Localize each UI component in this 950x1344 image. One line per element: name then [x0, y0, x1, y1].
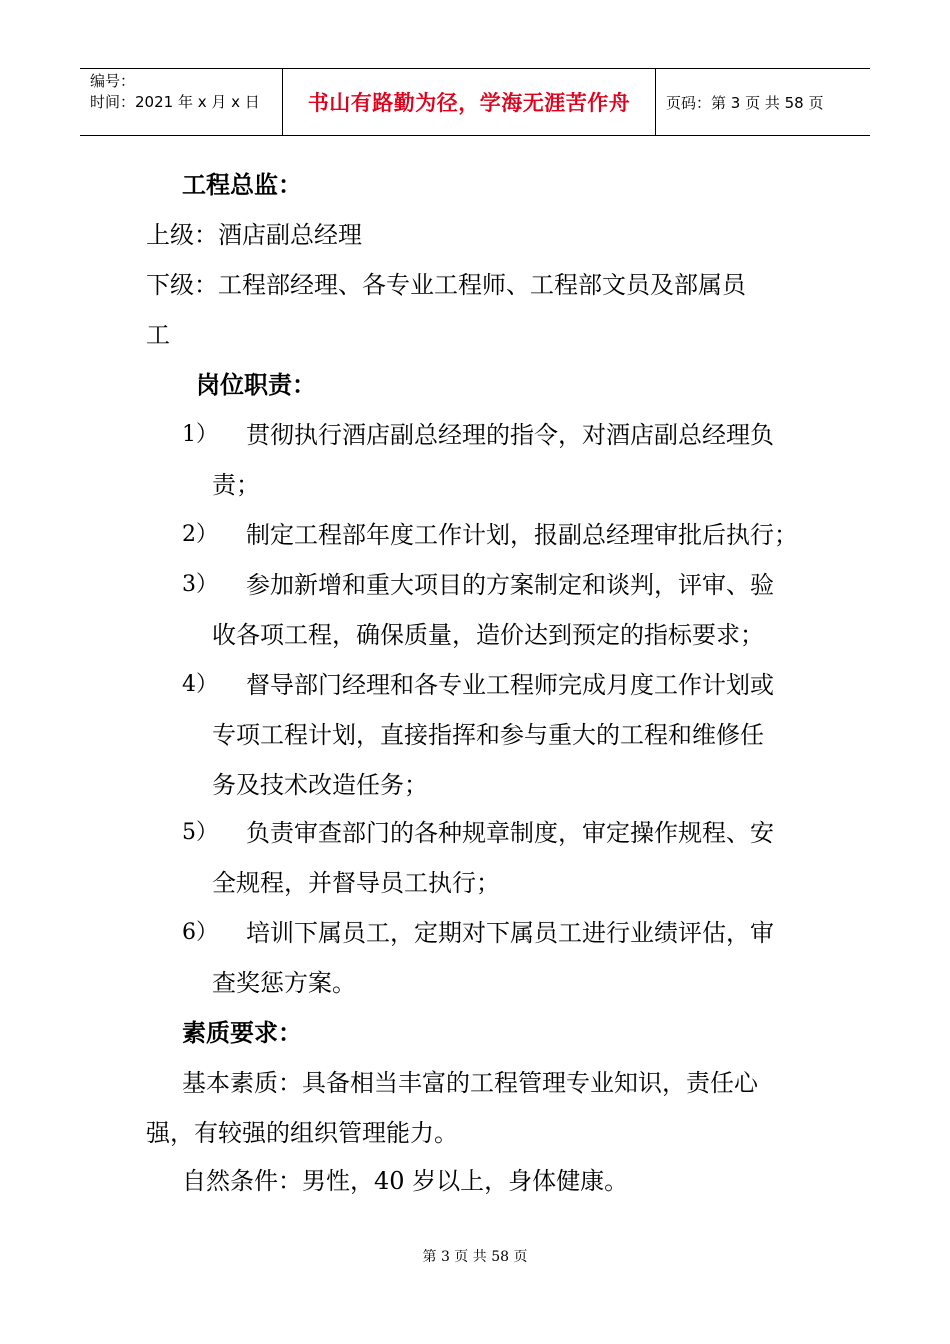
- duty-text: 责；: [212, 471, 260, 499]
- serial-label: 编号：: [90, 72, 136, 90]
- duty-text: 贯彻执行酒店副总经理的指令，对酒店副总经理负: [246, 421, 774, 449]
- duty-number: 3）: [182, 572, 218, 597]
- duty-number: 2）: [182, 522, 218, 547]
- motto-text: 书山有路勤为径，学海无涯苦作舟: [307, 91, 631, 115]
- duty-text: 参加新增和重大项目的方案制定和谈判，评审、验: [246, 571, 774, 599]
- header-meta: [80, 69, 282, 135]
- header-page-info: [656, 69, 870, 135]
- duty-text: 制定工程部年度工作计划，报副总经理审批后执行；: [246, 521, 798, 549]
- duty-text: 全规程，并督导员工执行；: [212, 869, 500, 897]
- page-info-text: 页码：第 3 页 共 58 页: [666, 93, 824, 112]
- subordinate-line-2: 工: [146, 321, 170, 349]
- header-motto-cell: [282, 69, 656, 135]
- page-footer: 第 3 页 共 58 页: [422, 1249, 528, 1265]
- subordinate-line-1: 下级：工程部经理、各专业工程师、工程部文员及部属员: [146, 271, 746, 299]
- natural-condition: 自然条件：男性，40 岁以上，身体健康。: [182, 1167, 629, 1195]
- section-title: 工程总监：: [182, 170, 302, 199]
- duty-number: 6）: [182, 920, 218, 945]
- page-header: [80, 68, 870, 136]
- date-label: 时间：2021 年 x 月 x 日: [90, 93, 260, 111]
- duty-text: 专项工程计划，直接指挥和参与重大的工程和维修任: [212, 721, 764, 749]
- superior-line: 上级：酒店副总经理: [146, 221, 362, 249]
- duty-text: 督导部门经理和各专业工程师完成月度工作计划或: [246, 671, 774, 699]
- duty-text: 查奖惩方案。: [212, 969, 356, 997]
- duty-text: 培训下属员工，定期对下属员工进行业绩评估，审: [246, 919, 774, 947]
- basic-quality-line-2: 强，有较强的组织管理能力。: [146, 1119, 458, 1147]
- duties-title: 岗位职责：: [196, 370, 316, 399]
- duty-text: 务及技术改造任务；: [212, 771, 428, 799]
- duty-text: 负责审查部门的各种规章制度，审定操作规程、安: [246, 819, 774, 847]
- duty-number: 5）: [182, 820, 218, 845]
- duty-text: 收各项工程，确保质量，造价达到预定的指标要求；: [212, 621, 764, 649]
- duty-number: 1）: [182, 422, 218, 447]
- quality-title: 素质要求：: [182, 1018, 302, 1047]
- duty-number: 4）: [182, 672, 218, 697]
- basic-quality-line-1: 基本素质：具备相当丰富的工程管理专业知识，责任心: [182, 1069, 758, 1097]
